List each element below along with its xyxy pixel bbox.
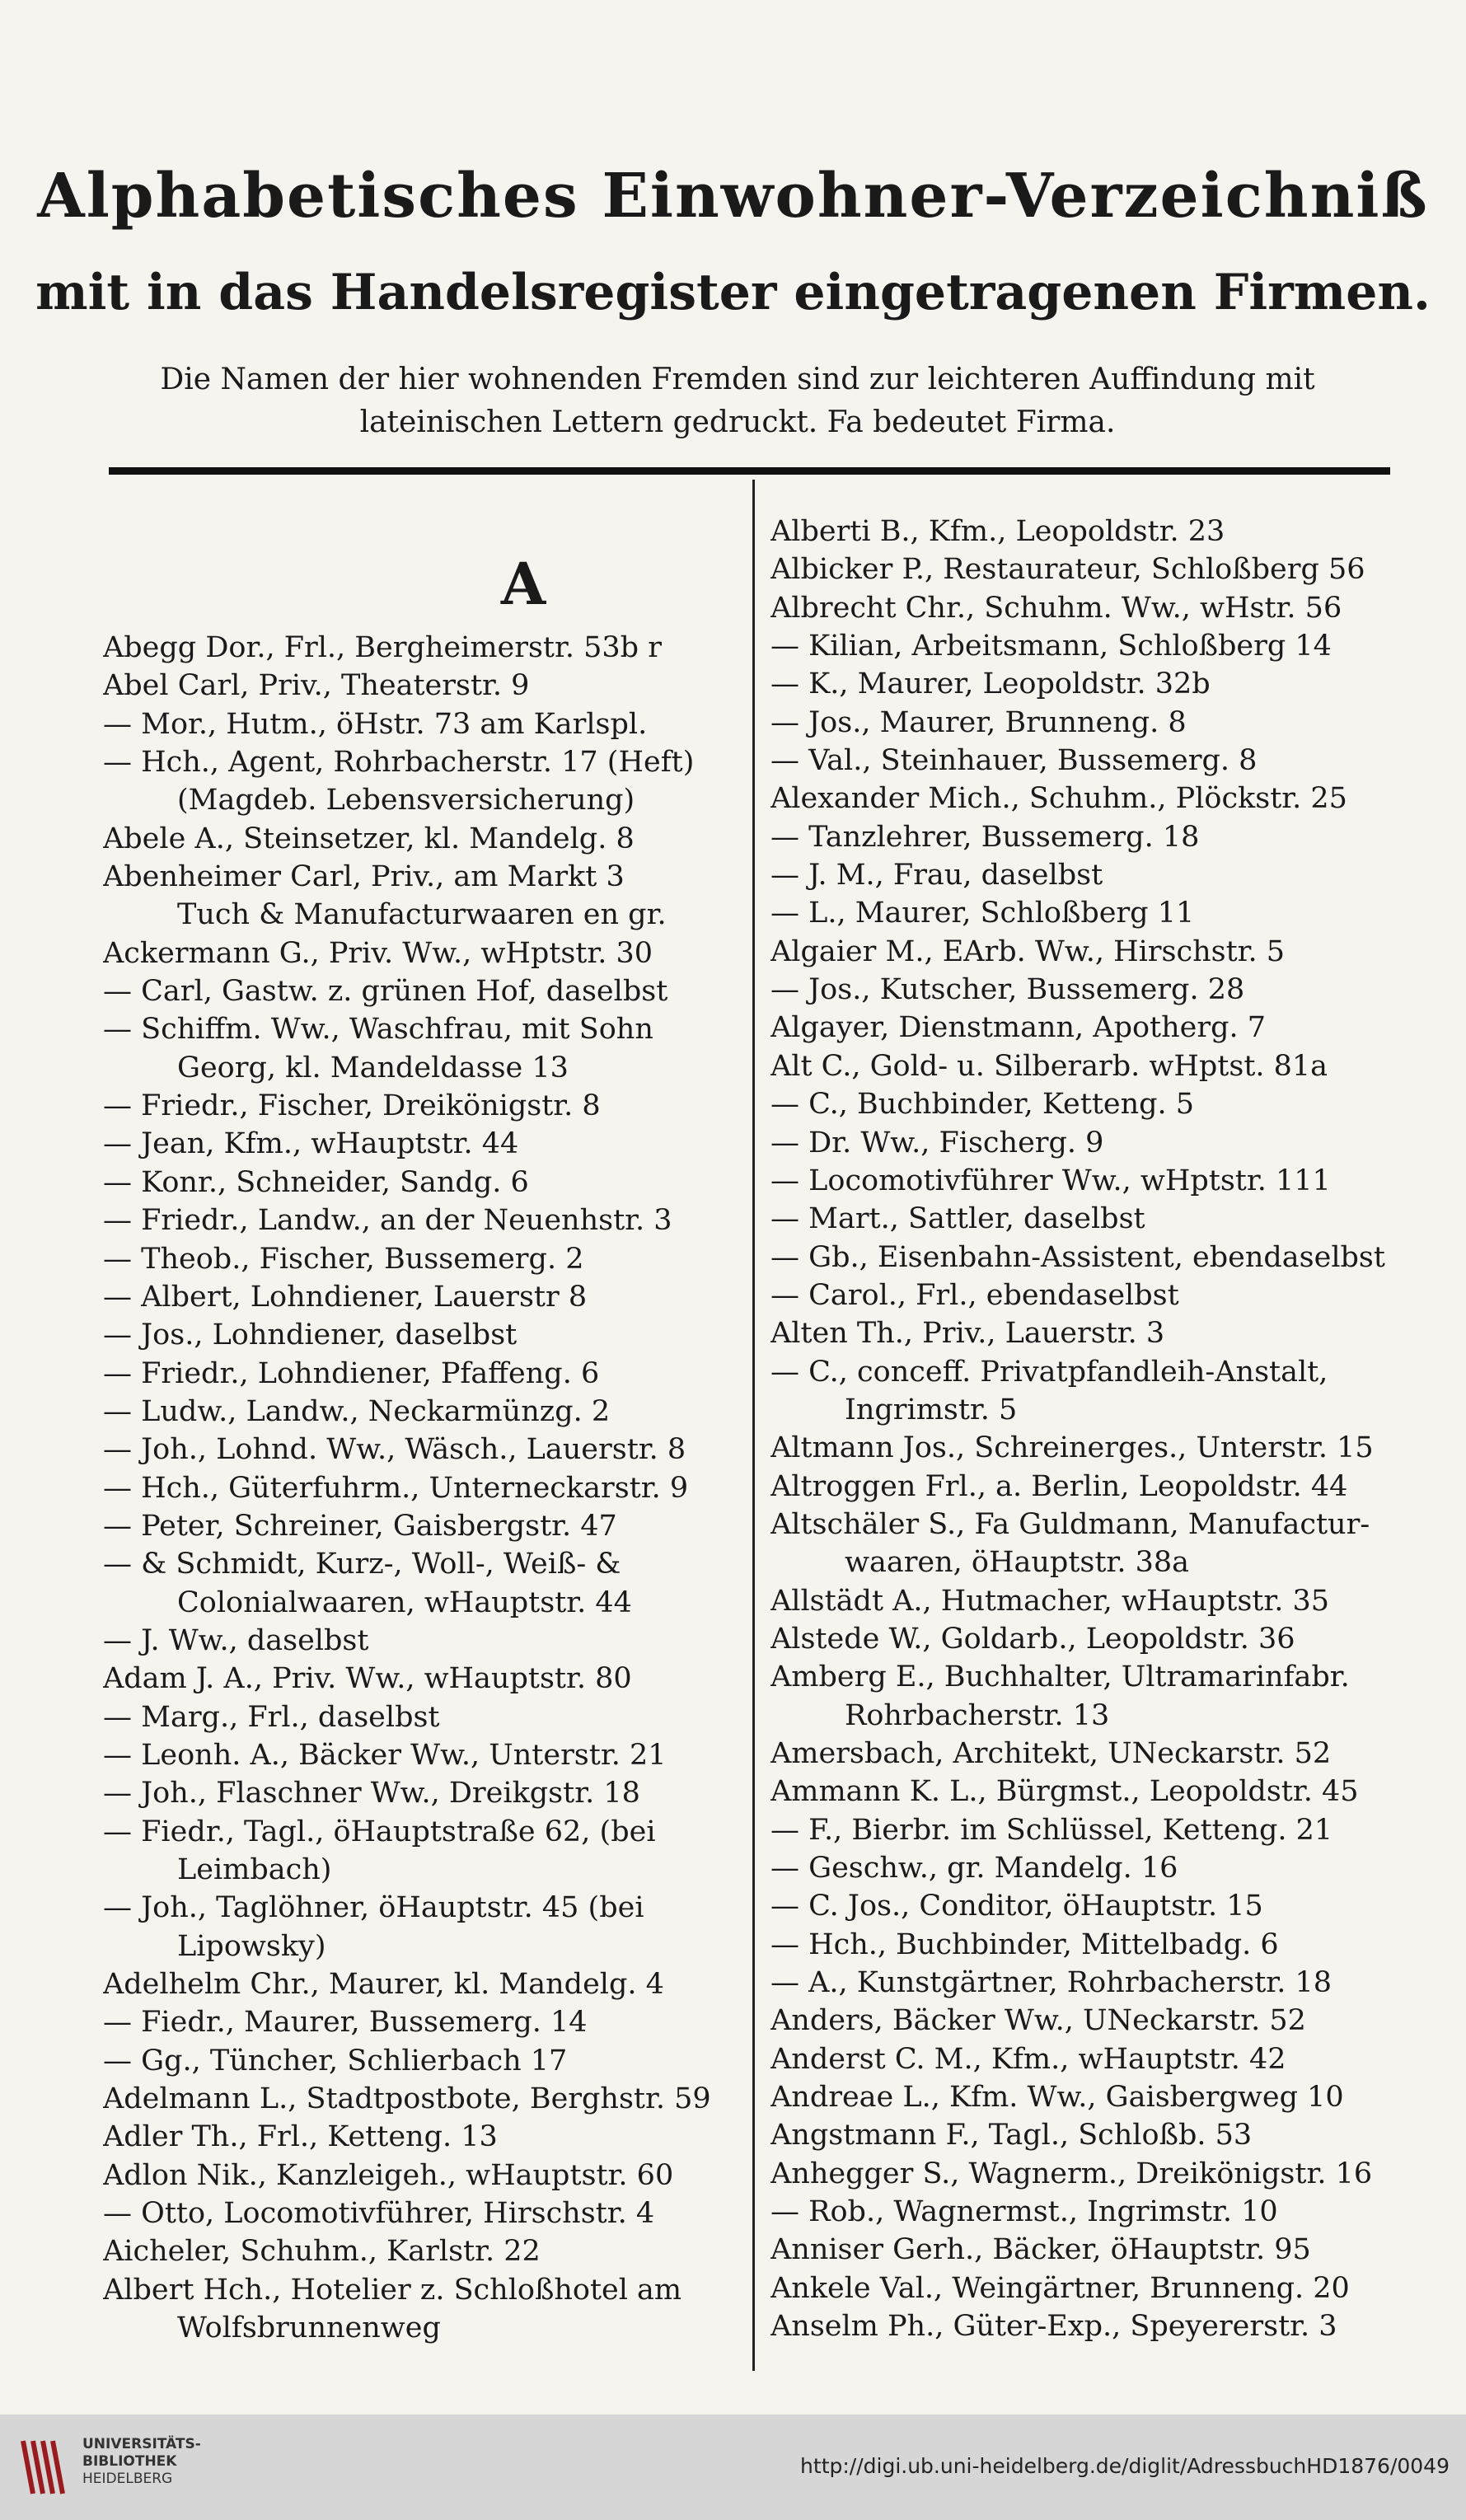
- directory-entry: — Carol., Frl., ebendaselbst: [770, 1278, 1179, 1312]
- directory-entry: — Hch., Güterfuhrm., Unterneckarstr. 9: [103, 1471, 689, 1505]
- directory-entry: Anniser Gerh., Bäcker, öHauptstr. 95: [770, 2233, 1311, 2267]
- directory-entry: Abele A., Steinsetzer, kl. Mandelg. 8: [103, 822, 635, 855]
- directory-entry: — Joh., Taglöhner, öHauptstr. 45 (bei: [103, 1891, 644, 1925]
- directory-entry: Albicker P., Restaurateur, Schloßberg 56: [770, 553, 1365, 587]
- directory-entry: — Kilian, Arbeitsmann, Schloßberg 14: [770, 630, 1332, 663]
- directory-entry: — Theob., Fischer, Bussemerg. 2: [103, 1242, 584, 1276]
- header-rule: [109, 467, 1390, 475]
- directory-entry: Ammann K. L., Bürgmst., Leopoldstr. 45: [770, 1775, 1359, 1809]
- logo-line-3: HEIDELBERG: [82, 2471, 173, 2487]
- directory-entry: — Carl, Gastw. z. grünen Hof, daselbst: [103, 975, 668, 1009]
- directory-entry: Anderst C. M., Kfm., wHauptstr. 42: [770, 2042, 1286, 2076]
- directory-entry: — Gb., Eisenbahn-Assistent, ebendaselbst: [770, 1240, 1385, 1274]
- directory-entry: — Hch., Agent, Rohrbacherstr. 17 (Heft): [103, 746, 695, 780]
- directory-entry: Amberg E., Buchhalter, Ultramarinfabr.: [770, 1660, 1350, 1694]
- directory-entry: — Val., Steinhauer, Bussemerg. 8: [770, 744, 1258, 778]
- directory-entry: — Dr. Ww., Fischerg. 9: [770, 1126, 1104, 1159]
- directory-entry: Leimbach): [177, 1853, 332, 1886]
- directory-entry: — Fiedr., Maurer, Bussemerg. 14: [103, 2006, 588, 2040]
- directory-entry: Wolfsbrunnenweg: [177, 2312, 441, 2345]
- directory-entry: — Joh., Flaschner Ww., Dreikgstr. 18: [103, 1777, 640, 1810]
- directory-entry: Albert Hch., Hotelier z. Schloßhotel am: [103, 2273, 682, 2307]
- page-note: [107, 358, 1368, 444]
- directory-entry: Algayer, Dienstmann, Apotherg. 7: [770, 1011, 1267, 1045]
- directory-entry: Alberti B., Kfm., Leopoldstr. 23: [770, 515, 1225, 548]
- directory-entry: — C., conceff. Privatpfandleih-Anstalt,: [770, 1355, 1328, 1389]
- section-letter: A: [500, 550, 546, 618]
- directory-entry: — Albert, Lohndiener, Lauerstr 8: [103, 1280, 588, 1314]
- directory-entry: — Joh., Lohnd. Ww., Wäsch., Lauerstr. 8: [103, 1433, 686, 1467]
- directory-entry: Colonialwaaren, wHauptstr. 44: [177, 1586, 632, 1619]
- directory-entry: — Gg., Tüncher, Schlierbach 17: [103, 2044, 568, 2077]
- directory-entry: Anhegger S., Wagnerm., Dreikönigstr. 16: [770, 2157, 1373, 2190]
- directory-entry: — Jos., Maurer, Brunneng. 8: [770, 705, 1187, 739]
- directory-entry: Rohrbacherstr. 13: [845, 1698, 1110, 1732]
- directory-entry: Tuch & Manufacturwaaren en gr.: [177, 898, 667, 932]
- directory-entry: — C. Jos., Conditor, öHauptstr. 15: [770, 1890, 1263, 1923]
- directory-entry: Ackermann G., Priv. Ww., wHptstr. 30: [103, 936, 653, 970]
- logo-line-2: BIBLIOTHEK: [82, 2453, 177, 2470]
- directory-entry: — Locomotivführer Ww., wHptstr. 111: [770, 1164, 1331, 1197]
- directory-entry: — Fiedr., Tagl., öHauptstraße 62, (bei: [103, 1815, 656, 1848]
- directory-entry: Anders, Bäcker Ww., UNeckarstr. 52: [770, 2004, 1306, 2038]
- directory-entry: — J. M., Frau, daselbst: [770, 859, 1103, 892]
- directory-entry: — Leonh. A., Bäcker Ww., Unterstr. 21: [103, 1738, 667, 1772]
- directory-entry: Algaier M., EArb. Ww., Hirschstr. 5: [770, 934, 1286, 968]
- directory-entry: — Jean, Kfm., wHauptstr. 44: [103, 1127, 519, 1161]
- page-title: Alphabetisches Einwohner-Verzeichniß: [37, 161, 1429, 232]
- right-column-entries: [770, 513, 1413, 2346]
- directory-entry: — C., Buchbinder, Ketteng. 5: [770, 1088, 1195, 1122]
- directory-entry: Angstmann F., Tagl., Schloßb. 53: [770, 2119, 1253, 2152]
- right-column: [770, 513, 1413, 2346]
- directory-entry: Altschäler S., Fa Guldmann, Manufactur-: [770, 1507, 1370, 1541]
- directory-entry: — Friedr., Lohndiener, Pfaffeng. 6: [103, 1356, 600, 1390]
- directory-entry: Adler Th., Frl., Ketteng. 13: [103, 2120, 498, 2154]
- directory-entry: — Mart., Sattler, daselbst: [770, 1202, 1145, 1236]
- directory-entry: — Marg., Frl., daselbst: [103, 1700, 440, 1734]
- directory-entry: Abenheimer Carl, Priv., am Markt 3: [103, 860, 625, 894]
- directory-entry: Aicheler, Schuhm., Karlstr. 22: [103, 2235, 541, 2269]
- directory-entry: — Rob., Wagnermst., Ingrimstr. 10: [770, 2195, 1278, 2229]
- directory-entry: (Magdeb. Lebensversicherung): [177, 784, 635, 817]
- directory-entry: — Jos., Lohndiener, daselbst: [103, 1319, 518, 1352]
- directory-entry: — Mor., Hutm., öHstr. 73 am Karlspl.: [103, 707, 648, 741]
- directory-entry: — Peter, Schreiner, Gaisbergstr. 47: [103, 1509, 617, 1543]
- directory-entry: Abegg Dor., Frl., Bergheimerstr. 53b r: [103, 631, 662, 664]
- column-divider: [752, 480, 755, 2371]
- logo-line-1: UNIVERSITÄTS-: [82, 2436, 201, 2452]
- directory-entry: Ingrimstr. 5: [845, 1393, 1018, 1426]
- directory-entry: Andreae L., Kfm. Ww., Gaisbergweg 10: [770, 2081, 1344, 2115]
- directory-entry: Alten Th., Priv., Lauerstr. 3: [770, 1317, 1165, 1351]
- directory-entry: — J. Ww., daselbst: [103, 1623, 369, 1657]
- directory-entry: — Hch., Buchbinder, Mittelbadg. 6: [770, 1927, 1279, 1961]
- directory-entry: Altroggen Frl., a. Berlin, Leopoldstr. 44: [770, 1469, 1348, 1503]
- directory-entry: — K., Maurer, Leopoldstr. 32b: [770, 667, 1211, 701]
- note-line-1: Die Namen der hier wohnenden Fremden sind zur leichteren Auffindung mit: [160, 363, 1315, 396]
- directory-entry: — & Schmidt, Kurz-, Woll-, Weiß- &: [103, 1548, 621, 1581]
- directory-entry: Lipowsky): [177, 1929, 326, 1963]
- directory-entry: — F., Bierbr. im Schlüssel, Ketteng. 21: [770, 1813, 1333, 1847]
- directory-entry: — Schiffm. Ww., Waschfrau, mit Sohn: [103, 1013, 653, 1047]
- page-subtitle: mit in das Handelsregister eingetragenen Firmen.: [35, 264, 1431, 321]
- directory-entry: Adlon Nik., Kanzleigeh., wHauptstr. 60: [103, 2158, 674, 2192]
- directory-entry: — Friedr., Fischer, Dreikönigstr. 8: [103, 1089, 601, 1123]
- directory-entry: — A., Kunstgärtner, Rohrbacherstr. 18: [770, 1966, 1332, 2000]
- left-column-entries: [103, 629, 746, 2347]
- directory-entry: Adelhelm Chr., Maurer, kl. Mandelg. 4: [103, 1968, 664, 2002]
- directory-entry: — L., Maurer, Schloßberg 11: [770, 897, 1195, 930]
- directory-entry: Georg, kl. Mandeldasse 13: [177, 1051, 569, 1084]
- directory-entry: — Ludw., Landw., Neckarmünzg. 2: [103, 1394, 611, 1428]
- directory-entry: — Jos., Kutscher, Bussemerg. 28: [770, 973, 1245, 1007]
- directory-entry: Allstädt A., Hutmacher, wHauptstr. 35: [770, 1584, 1330, 1618]
- directory-entry: Albrecht Chr., Schuhm. Ww., wHstr. 56: [770, 591, 1342, 625]
- directory-entry: Adelmann L., Stadtpostbote, Berghstr. 59: [103, 2082, 711, 2116]
- directory-entry: Abel Carl, Priv., Theaterstr. 9: [103, 669, 530, 703]
- library-logo-text: [82, 2436, 201, 2488]
- directory-entry: waaren, öHauptstr. 38a: [845, 1546, 1189, 1580]
- directory-entry: Alt C., Gold- u. Silberarb. wHptst. 81a: [770, 1049, 1328, 1083]
- directory-entry: Adam J. A., Priv. Ww., wHauptstr. 80: [103, 1662, 632, 1696]
- directory-entry: — Konr., Schneider, Sandg. 6: [103, 1165, 529, 1199]
- directory-entry: — Geschw., gr. Mandelg. 16: [770, 1852, 1178, 1885]
- directory-entry: Anselm Ph., Güter-Exp., Speyererstr. 3: [770, 2310, 1337, 2344]
- directory-entry: — Tanzlehrer, Bussemerg. 18: [770, 820, 1200, 854]
- note-line-2: lateinischen Lettern gedruckt. Fa bedeutet Firma.: [359, 405, 1116, 439]
- footer-bar: [0, 2415, 1466, 2520]
- directory-entry: — Otto, Locomotivführer, Hirschstr. 4: [103, 2197, 655, 2231]
- directory-entry: — Friedr., Landw., an der Neuenhstr. 3: [103, 1204, 672, 1238]
- source-url-link[interactable]: http://digi.ub.uni-heidelberg.de/diglit/AdressbuchHD1876/0049: [800, 2454, 1450, 2478]
- directory-entry: Amersbach, Architekt, UNeckarstr. 52: [770, 1737, 1332, 1770]
- directory-entry: Ankele Val., Weingärtner, Brunneng. 20: [770, 2271, 1350, 2305]
- left-column: [103, 540, 746, 2347]
- directory-entry: Alexander Mich., Schuhm., Plöckstr. 25: [770, 782, 1347, 816]
- directory-entry: Alstede W., Goldarb., Leopoldstr. 36: [770, 1622, 1295, 1656]
- directory-entry: Altmann Jos., Schreinerges., Unterstr. 15: [770, 1431, 1374, 1465]
- library-logo-icon: [16, 2433, 74, 2502]
